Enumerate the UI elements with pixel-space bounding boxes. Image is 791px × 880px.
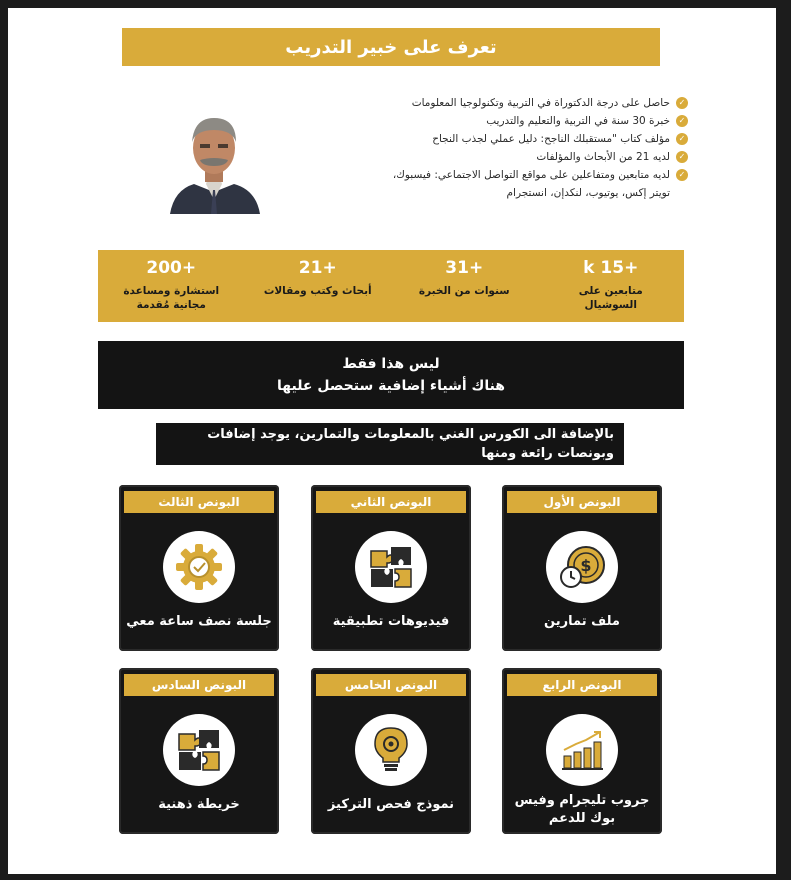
bonus-card-3[interactable] xyxy=(119,485,279,651)
promo-banner xyxy=(98,341,684,409)
bonus-name: نموذج فحص التركيز xyxy=(327,797,455,812)
bonus-tag: البونص السادس xyxy=(124,674,274,696)
bonus-intro: بالإضافة الى الكورس الغني بالمعلومات والتمارين، يوجد إضافات وبونصات رائعة ومنها xyxy=(156,423,624,465)
promo-line-1: ليس هذا فقط xyxy=(342,356,440,372)
check-icon: ✓ xyxy=(676,151,688,163)
stat-label: استشارة ومساعدة مجانية مُقدمة xyxy=(123,285,220,311)
bonus-name: جروب تليجرام وفيس بوك للدعم xyxy=(514,793,650,826)
promo-line-2: هناك أشياء إضافية ستحصل عليها xyxy=(277,378,506,394)
stat-label: سنوات من الخبرة xyxy=(418,285,510,297)
puzzle-icon xyxy=(355,531,427,603)
bonus-card-5[interactable] xyxy=(311,668,471,834)
bonus-tag: البونص الثالث xyxy=(124,491,274,513)
bio-item: ✓ لديه متابعين ومتفاعلين على مواقع التواصل الاجتماعي: فيسبوك، تويتر إكس، يوتيوب، لنكدإن، انستجرام xyxy=(380,166,690,202)
section-title: تعرف على خبير التدريب xyxy=(122,28,660,66)
check-icon: ✓ xyxy=(676,115,688,127)
bonus-tag: البونص الرابع xyxy=(507,674,657,696)
bio-item: ✓ مؤلف كتاب "مستقبلك الناجح: دليل عملي لجذب النجاح xyxy=(380,130,690,148)
lightbulb-gear-icon xyxy=(355,714,427,786)
check-icon: ✓ xyxy=(676,97,688,109)
svg-text:$: $ xyxy=(580,556,592,575)
bio-item: ✓ خبرة 30 سنة في التربية والتعليم والتدريب xyxy=(380,112,690,130)
stat-value: +200 xyxy=(146,258,197,278)
trainer-photo xyxy=(164,106,264,214)
bonus-card-1[interactable] xyxy=(502,485,662,651)
bio-item: ✓ لديه 21 من الأبحاث والمؤلفات xyxy=(380,148,690,166)
money-clock-icon xyxy=(546,531,618,603)
stat-research xyxy=(245,250,392,322)
landing-page xyxy=(8,8,776,874)
bonus-tag: البونص الخامس xyxy=(316,674,466,696)
bio-item: ✓ حاصل على درجة الدكتوراة في التربية وتكنولوجيا المعلومات xyxy=(380,94,690,112)
bonus-tag: البونص الثاني xyxy=(316,491,466,513)
stats-bar xyxy=(98,250,684,322)
bonus-card-4[interactable] xyxy=(502,668,662,834)
bonus-name: جلسة نصف ساعة معي xyxy=(126,614,272,629)
stat-value: +31 xyxy=(445,258,484,278)
bonus-name: ملف تمارين xyxy=(544,614,620,629)
stat-experience xyxy=(391,250,538,322)
stat-label: أبحاث وكتب ومقالات xyxy=(263,285,372,297)
bonus-name: خريطة ذهنية xyxy=(158,797,240,812)
bonus-card-2[interactable] xyxy=(311,485,471,651)
bonus-name: فيديوهات تطبيقية xyxy=(332,614,450,629)
bio-list xyxy=(380,94,690,202)
bonus-card-6[interactable] xyxy=(119,668,279,834)
stat-followers xyxy=(538,250,685,322)
check-icon: ✓ xyxy=(676,133,688,145)
growth-chart-icon xyxy=(546,714,618,786)
stat-consultations xyxy=(98,250,245,322)
puzzle-icon xyxy=(163,714,235,786)
gear-icon xyxy=(163,531,235,603)
check-icon: ✓ xyxy=(676,169,688,181)
stat-value: +21 xyxy=(298,258,337,278)
stat-value: +15 k xyxy=(583,258,639,278)
stat-label: متابعين على السوشيال xyxy=(578,285,643,311)
bonus-tag: البونص الأول xyxy=(507,491,657,513)
